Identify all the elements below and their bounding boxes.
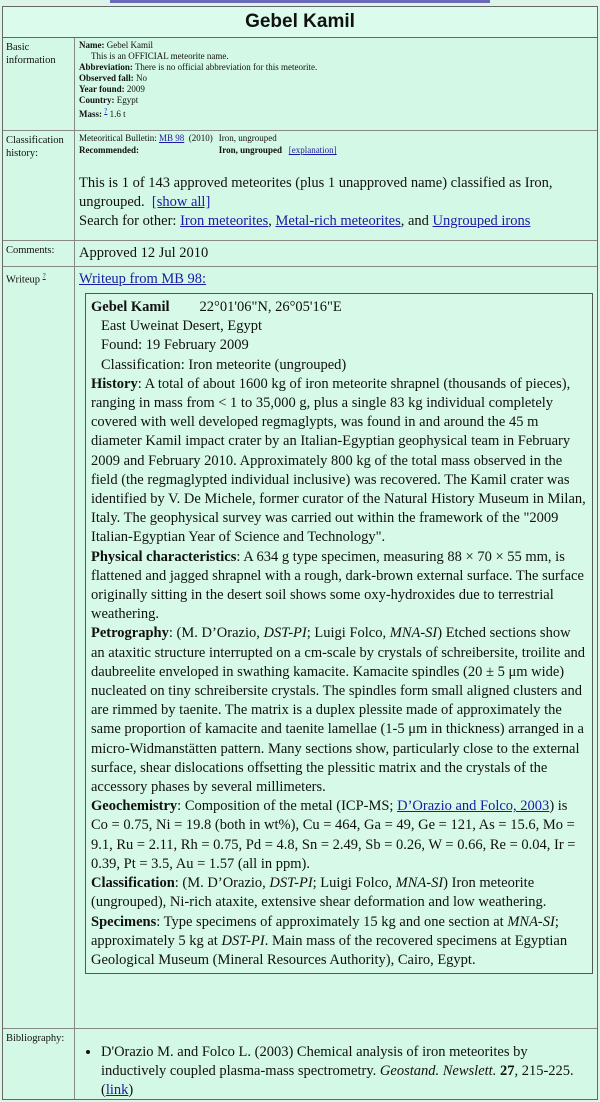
writeup-classification: Classification: Iron meteorite (ungrouped): [101, 356, 347, 373]
explanation-link[interactable]: [explanation]: [288, 145, 337, 155]
basic-info-row: [3, 38, 597, 131]
basic-info-content: [75, 38, 597, 130]
mb-row: [79, 132, 343, 144]
observed-line: Observed fall: No: [79, 73, 147, 83]
bibliography-row: [3, 1029, 597, 1100]
geochemistry-paragraph: Geochemistry: Composition of the metal (ICP-MS; D’Orazio and Folco, 2003) is Co = 0.75, Ni = 19.8 (both in wt%), Cu = 464, Ga = 49, Ge = 121, As = 15.6, Mo = 9.1, Ru = 2.11, Rh = 0.75, Pd = 4.8, Sn = 2.49, Sb = 0.26, W = 0.66, Re = 0.04, Ir = 0.39, Pt = 3.5, Au = 1.57 (all in ppm).: [91, 798, 576, 872]
iron-meteorites-link[interactable]: Iron meteorites: [180, 213, 269, 229]
mb-class: Iron, ungrouped: [218, 133, 277, 143]
history-paragraph: History: A total of about 1600 kg of iron meteorite shrapnel (thousands of pieces), ranging in mass from < 1 to 35,000 g, plus a single 83 kg individual completely covered with well developed regmaglypts, was found in and around the 45 m diameter Kamil impact crater by an Italian-Egyptian geophysical team in February 2009 and February 2010. Approximately 800 kg of the total mass observed in the field (the regmaglypted individual inclusive) was recovered. The Kamil crater was identified by V. De Michele, former curator of the Natural History Museum in Milan, Italy. The geophysical survey was carried out within the framework of the "2009 Italian-Egyptian Year of Science and Technology".: [91, 375, 586, 546]
writeup-content: [75, 267, 597, 1028]
comments-label: Comments:: [3, 241, 75, 266]
classification-table: [79, 132, 343, 156]
mb-label: Meteoritical Bulletin: MB 98 (2010): [79, 133, 213, 143]
writeup-label: Writeup ?: [3, 267, 75, 1028]
rec-class-cell: Iron, ungrouped [explanation]: [218, 145, 337, 155]
meteorite-record-table: [2, 6, 598, 1100]
petrography-paragraph: Petrography: (M. D’Orazio, DST-PI; Luigi Folco, MNA-SI) Etched sections show an ataxitic structure interrupted on a cm-scale by crystals of schreibersite, troilite and daubreelite enveloped in swathing kamacite. Kamacite spindles (20 ± 5 μm wide) nucleated on tiny schreibersite crystals. The spindles form small aligned clusters and are rimmed by taenite. The matrix is a duplex plessite made of approximately the same proportion of kamacite and taenite lamellae (1-5 μm in thickness) arranged in a micro-Widmanstätten pattern. Many sections show, particularly close to the external surface, shear dislocations offsetting the plessitic matrix and the crystals of the accessory phases by several millimeters.: [91, 625, 586, 796]
specimens-paragraph: Specimens: Type specimens of approximately 15 kg and one section at MNA-SI; approximately 5 kg at DST-PI. Main mass of the recovered specimens at Egyptian Geological Museum (Mineral Resources Authority), Cairo, Egypt.: [91, 913, 568, 968]
writeup-found: Found: 19 February 2009: [101, 337, 249, 354]
comments-text: Approved 12 Jul 2010: [79, 245, 209, 261]
comments-row: [3, 241, 597, 267]
official-note: This is an OFFICIAL meteorite name.: [91, 51, 229, 61]
year-line: Year found: 2009: [79, 84, 145, 94]
rec-label: Recommended:: [79, 145, 139, 155]
writeup-box: [85, 293, 593, 974]
dorazio-folco-link[interactable]: D’Orazio and Folco, 2003: [397, 798, 550, 815]
abbrev-line: Abbreviation: There is no official abbreviation for this meteorite.: [79, 62, 318, 72]
show-all-link[interactable]: [show all]: [151, 194, 211, 210]
bibliography-list: [83, 1043, 589, 1100]
bibliography-content: [75, 1029, 597, 1100]
bibliography-link[interactable]: link: [105, 1082, 129, 1098]
coordinates: 22°01'06"N, 26°05'16"E: [199, 299, 342, 315]
writeup-help-link[interactable]: ?: [42, 272, 46, 280]
country-line: Country: Egypt: [79, 95, 139, 105]
writeup-row: [3, 267, 597, 1029]
classification-content: [75, 131, 597, 240]
recommended-row: [79, 144, 343, 156]
classification-paragraph: Classification: (M. D’Orazio, DST-PI; Luigi Folco, MNA-SI) Iron meteorite (ungrouped), Ni-rich ataxite, extensive shear deformation and low weathering.: [91, 875, 547, 911]
classification-row: [3, 131, 597, 241]
page-title: Gebel Kamil: [3, 7, 597, 38]
classification-label: Classification history:: [3, 131, 75, 240]
writeup-header: Gebel Kamil 22°01'06"N, 26°05'16"E: [91, 299, 342, 315]
mass-help-link[interactable]: ?: [104, 107, 108, 115]
name-line: Name: Gebel Kamil: [79, 40, 153, 50]
classification-count: This is 1 of 143 approved meteorites (plus 1 unapproved name) classified as Iron, ungrouped. [show all]: [79, 175, 553, 210]
search-other: Search for other: Iron meteorites, Metal-rich meteorites, and Ungrouped irons: [79, 213, 531, 229]
metal-rich-link[interactable]: Metal-rich meteorites: [275, 213, 401, 229]
bibliography-label: Bibliography:: [3, 1029, 75, 1100]
mass-line: Mass: ? 1.6 t: [79, 107, 126, 119]
writeup-from-link[interactable]: Writeup from MB 98:: [79, 271, 207, 287]
basic-info-label: Basic information: [3, 38, 75, 130]
mb98-link[interactable]: MB 98: [158, 133, 185, 143]
writeup-location: East Uweinat Desert, Egypt: [101, 318, 263, 335]
ungrouped-irons-link[interactable]: Ungrouped irons: [432, 213, 531, 229]
bibliography-entry: • D'Orazio M. and Folco L. (2003) Chemical analysis of iron meteorites by inductively coupled plasma-mass spectrometry. Geostand. Newslett. 27, 215-225. (link): [101, 1043, 589, 1100]
physical-paragraph: Physical characteristics: A 634 g type specimen, measuring 88 × 70 × 55 mm, is flattened and jagged shrapnel with a rough, dark-brown external surface. The surface originally sitting in the desert soil shows some oxy-hydroxides due to terrestrial weathering.: [91, 548, 584, 623]
top-accent-line: [110, 0, 490, 3]
